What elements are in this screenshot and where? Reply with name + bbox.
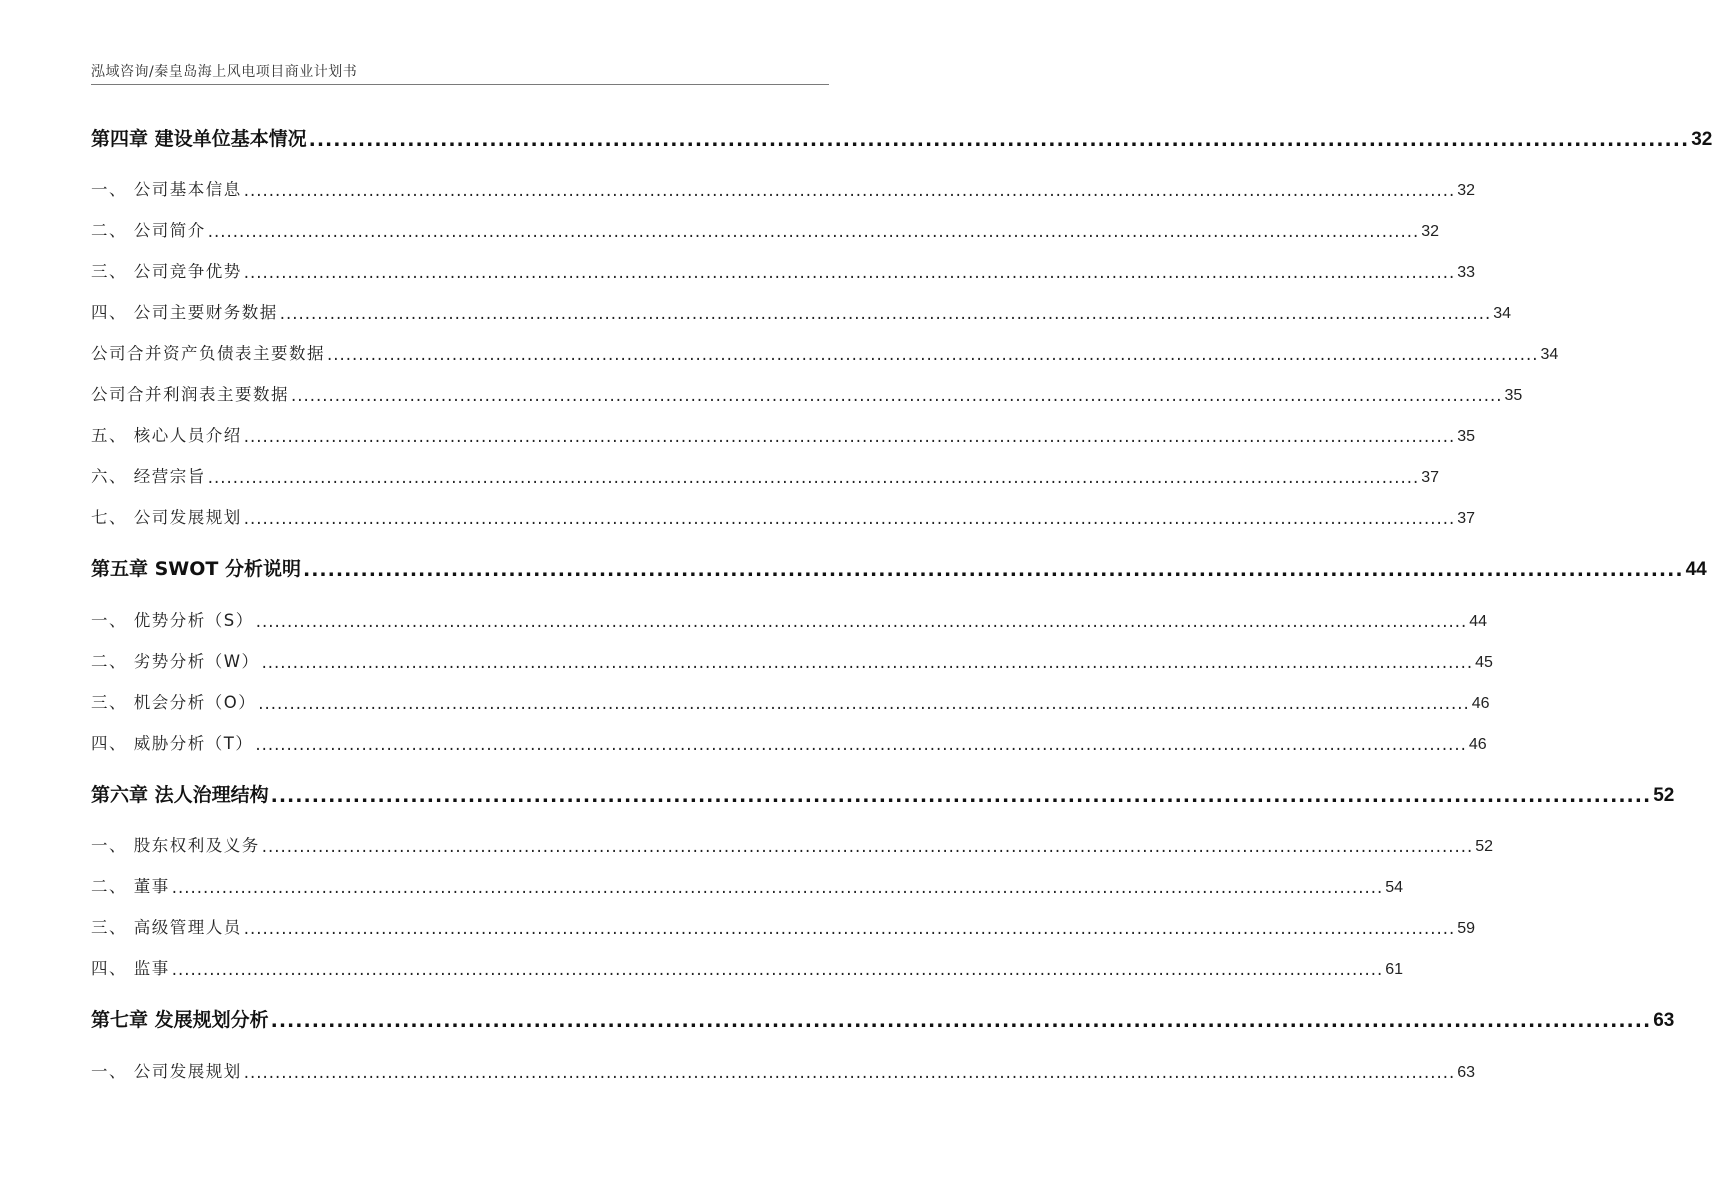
toc-leader-dots: .................................................................................................................................................................................................. <box>261 653 1474 672</box>
toc-entry-title: 三、 机会分析（O） <box>91 693 257 712</box>
toc-entry[interactable] <box>91 689 1490 713</box>
toc-entry[interactable] <box>91 176 1476 200</box>
toc-entry[interactable] <box>91 504 1476 528</box>
toc-entry[interactable] <box>91 463 1440 487</box>
toc-entry-title: 公司合并利润表主要数据 <box>91 385 289 404</box>
toc-entry-page: 32 <box>1457 182 1476 199</box>
toc-leader-dots: .................................................................................................................................................................................................. <box>243 427 1456 446</box>
toc-leader-dots: .................................................................................................................................................................................................. <box>207 222 1420 241</box>
toc-entry-page: 44 <box>1469 613 1488 630</box>
toc-entry-title: 一、 股东权利及义务 <box>91 836 260 855</box>
toc-leader-dots: .................................................................................................................................................................................................. <box>171 878 1384 897</box>
toc-entry[interactable] <box>91 217 1440 241</box>
toc-leader-dots: .................................................................................................................................................................................................. <box>279 304 1492 323</box>
toc-entry-page: 44 <box>1685 559 1707 580</box>
toc-entry[interactable] <box>91 340 1559 364</box>
toc-entry-page: 54 <box>1385 879 1404 896</box>
toc-entry-page: 46 <box>1468 736 1487 753</box>
toc-entry-title: 四、 威胁分析（T） <box>91 734 254 753</box>
toc-leader-dots: .................................................................................................................................................................................................. <box>261 837 1474 856</box>
toc-entry[interactable] <box>91 648 1493 672</box>
toc-entry-page: 33 <box>1457 264 1476 281</box>
toc-entry-title: 二、 董事 <box>91 877 170 896</box>
toc-entry-page: 59 <box>1457 920 1476 937</box>
toc-entry-title: 二、 公司简介 <box>91 221 206 240</box>
toc-entry-title: 四、 监事 <box>91 959 170 978</box>
toc-entry-chapter-4[interactable] <box>91 124 1712 151</box>
toc-leader-dots: .................................................................................................................................................................................................. <box>327 345 1539 364</box>
toc-leader-dots: .................................................................................................................................................................................................. <box>171 960 1384 979</box>
toc-entry[interactable] <box>91 914 1476 938</box>
toc-entry-title: 五、 核心人员介绍 <box>91 426 242 445</box>
toc-entry-title: 一、 优势分析（S） <box>91 611 254 630</box>
toc-entry[interactable] <box>91 832 1494 856</box>
toc-entry[interactable] <box>91 381 1523 405</box>
toc-entry[interactable] <box>91 730 1487 754</box>
toc-entry-title: 第七章 发展规划分析 <box>91 1009 269 1031</box>
toc-entry-page: 52 <box>1653 785 1675 806</box>
toc-leader-dots: .................................................................................................................................................................................................. <box>258 694 1470 713</box>
toc-entry-chapter-6[interactable] <box>91 780 1675 807</box>
toc-leader-dots: ........................................................................................................................................................................ <box>308 129 1690 151</box>
toc-entry[interactable] <box>91 422 1476 446</box>
toc-entry-page: 37 <box>1457 510 1476 527</box>
toc-entry[interactable] <box>91 1058 1476 1082</box>
toc-entry[interactable] <box>91 955 1404 979</box>
toc-entry-page: 34 <box>1540 346 1559 363</box>
toc-leader-dots: .................................................................................................................................................................................................. <box>243 263 1456 282</box>
toc-leader-dots: ........................................................................................................................................................................ <box>270 1010 1652 1032</box>
toc-entry-title: 第五章 SWOT 分析说明 <box>91 558 301 580</box>
toc-leader-dots: ........................................................................................................................................................................ <box>270 785 1652 807</box>
toc-entry-title: 四、 公司主要财务数据 <box>91 303 278 322</box>
toc-entry[interactable] <box>91 873 1404 897</box>
toc-leader-dots: .................................................................................................................................................................................................. <box>291 386 1503 405</box>
toc-entry-page: 32 <box>1691 129 1712 150</box>
toc-entry-title: 六、 经营宗旨 <box>91 467 206 486</box>
toc-leader-dots: .................................................................................................................................................................................................. <box>243 1063 1456 1082</box>
toc-entry-page: 63 <box>1653 1010 1675 1031</box>
toc-entry-title: 二、 劣势分析（W） <box>91 652 260 671</box>
toc-entry-page: 34 <box>1493 305 1512 322</box>
toc-entry-title: 公司合并资产负债表主要数据 <box>91 344 325 363</box>
toc-entry[interactable] <box>91 258 1476 282</box>
toc-entry-chapter-5[interactable] <box>91 554 1707 581</box>
toc-entry-title: 第四章 建设单位基本情况 <box>91 128 307 150</box>
toc-leader-dots: .................................................................................................................................................................................................. <box>243 509 1456 528</box>
toc-entry-page: 37 <box>1421 469 1440 486</box>
toc-entry-title: 七、 公司发展规划 <box>91 508 242 527</box>
toc-leader-dots: .................................................................................................................................................................................................. <box>207 468 1420 487</box>
toc-entry-page: 32 <box>1421 223 1440 240</box>
toc-entry[interactable] <box>91 299 1512 323</box>
toc-entry-page: 61 <box>1385 961 1404 978</box>
toc-entry-chapter-7[interactable] <box>91 1005 1675 1032</box>
toc-entry-page: 35 <box>1457 428 1476 445</box>
header-divider <box>91 84 829 85</box>
toc-entry-title: 一、 公司发展规划 <box>91 1062 242 1081</box>
toc-leader-dots: .................................................................................................................................................................................................. <box>255 612 1468 631</box>
running-header: 泓域咨询/秦皇岛海上风电项目商业计划书 <box>91 64 358 80</box>
toc-entry-page: 35 <box>1504 387 1523 404</box>
toc-entry-title: 第六章 法人治理结构 <box>91 784 269 806</box>
toc-leader-dots: .................................................................................................................................................................................................. <box>243 181 1456 200</box>
toc-entry-title: 三、 公司竞争优势 <box>91 262 242 281</box>
toc-entry-page: 46 <box>1471 695 1490 712</box>
toc-entry-page: 45 <box>1475 654 1493 671</box>
toc-leader-dots: .................................................................................................................................................................................................. <box>255 735 1467 754</box>
toc-leader-dots: .................................................................................................................................................................................................. <box>243 919 1456 938</box>
toc-entry-page: 63 <box>1457 1064 1476 1081</box>
toc-entry-title: 一、 公司基本信息 <box>91 180 242 199</box>
toc-entry-title: 三、 高级管理人员 <box>91 918 242 937</box>
toc-leader-dots: ........................................................................................................................................................................ <box>302 559 1684 581</box>
toc-entry[interactable] <box>91 607 1488 631</box>
toc-entry-page: 52 <box>1475 838 1494 855</box>
